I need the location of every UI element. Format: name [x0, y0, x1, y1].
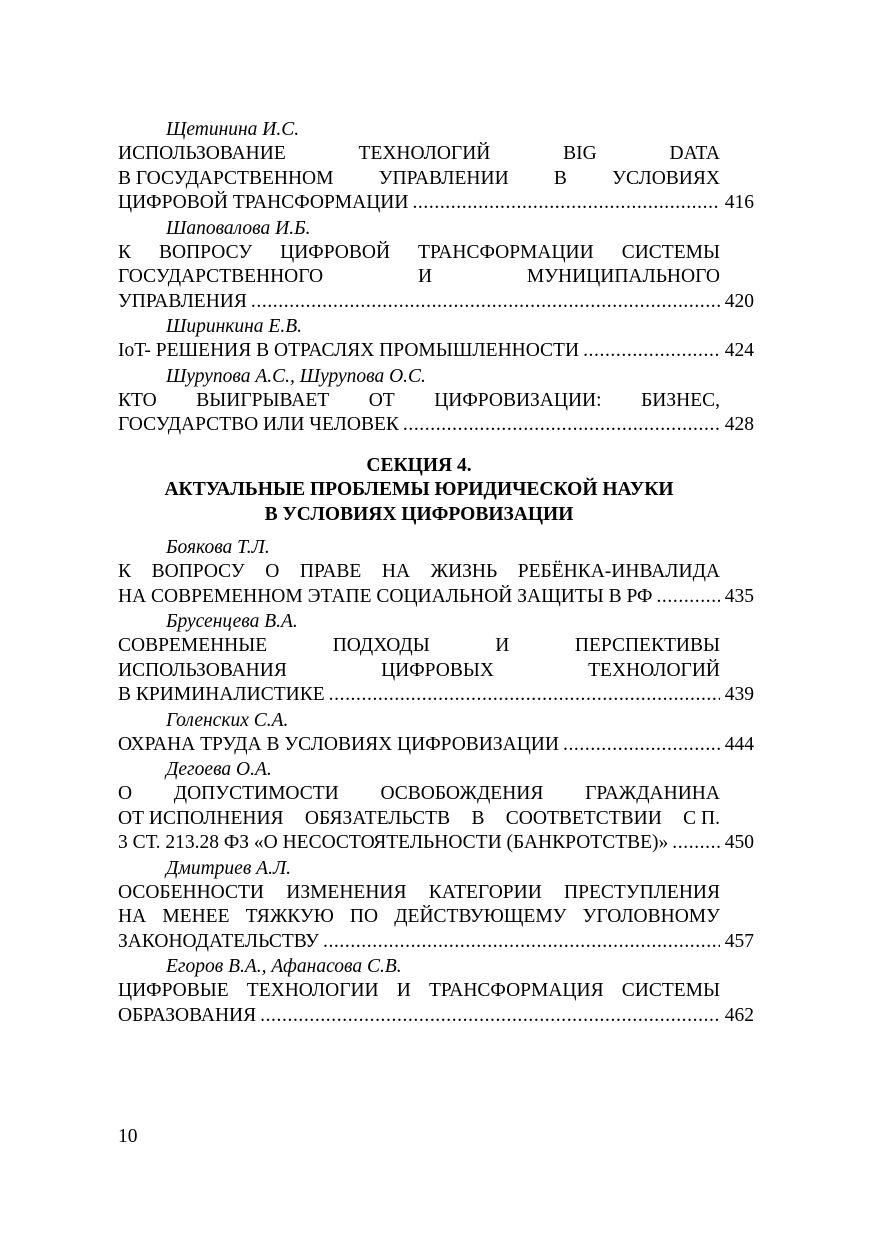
toc-entry — [118, 757, 754, 856]
entry-title-end: ЗАКОНОДАТЕЛЬСТВУ — [118, 930, 319, 952]
entry-last-line — [118, 683, 754, 708]
title-word: МУНИЦИПАЛЬНОГО — [526, 266, 720, 287]
title-word: СИСТЕМЫ — [621, 980, 720, 1001]
entry-last-line — [118, 290, 754, 315]
dot-leader — [319, 930, 720, 955]
title-word: ОСОБЕННОСТИ — [118, 881, 265, 903]
title-word: В — [553, 167, 567, 189]
entry-last-line — [118, 930, 754, 955]
entry-page-number: 462 — [724, 1004, 754, 1026]
title-word: ЖИЗНЬ — [430, 561, 498, 582]
title-word: СОВРЕМЕННЫЕ — [118, 635, 268, 656]
dot-leader — [399, 413, 720, 438]
dot-leader — [559, 733, 720, 758]
title-word: ОТ ИСПОЛНЕНИЯ — [118, 807, 284, 829]
title-word: И — [495, 635, 510, 656]
dot-leader — [668, 831, 720, 856]
title-word: ЦИФРОВЫХ — [381, 659, 494, 681]
entries-before-section — [118, 117, 754, 438]
title-word: БИЗНЕС, — [641, 389, 720, 411]
title-word: ЦИФРОВОЙ — [280, 241, 391, 263]
dot-leader — [652, 585, 720, 610]
title-word: ВЫИГРЫВАЕТ — [196, 389, 330, 411]
title-word: ВОПРОСУ — [151, 561, 245, 582]
title-word: С П. — [683, 807, 720, 829]
page-number: 10 — [118, 1126, 138, 1147]
entry-last-line — [118, 585, 754, 610]
entry-title-line — [118, 167, 720, 192]
title-word: ТЕХНОЛОГИЙ — [588, 659, 720, 681]
title-word: О — [118, 783, 133, 804]
entry-title-end: ОБРАЗОВАНИЯ — [118, 1004, 257, 1026]
title-word: УГОЛОВНОМУ — [582, 906, 720, 927]
title-word: ТЕХНОЛОГИЙ — [358, 143, 491, 164]
entry-title-end: ОХРАНА ТРУДА В УСЛОВИЯХ ЦИФРОВИЗАЦИИ — [118, 733, 559, 755]
dot-leader — [256, 1004, 720, 1029]
entry-page-number: 416 — [724, 192, 754, 213]
title-word: ПЕРСПЕКТИВЫ — [574, 635, 720, 656]
entry-author: Егоров В.А., Афанасова С.В. — [166, 956, 402, 977]
entry-page-number: 424 — [724, 340, 754, 361]
entry-title-line — [118, 782, 720, 807]
section-heading — [118, 454, 720, 528]
title-word: ПРАВЕ — [299, 561, 362, 582]
dot-leader — [325, 683, 720, 708]
entry-page-number: 444 — [724, 733, 754, 755]
title-word: НА — [381, 561, 411, 582]
entry-title-end: ЦИФРОВОЙ ТРАНСФОРМАЦИИ — [118, 192, 409, 213]
entry-last-line — [118, 1004, 754, 1029]
title-word: В — [471, 807, 485, 829]
title-word: РЕБЁНКА-ИНВАЛИДА — [517, 561, 720, 582]
title-word: В ГОСУДАРСТВЕННОМ — [118, 167, 334, 189]
title-word: К — [118, 561, 132, 582]
entry-last-line — [118, 831, 754, 856]
title-word: ОТ — [368, 389, 395, 411]
entry-last-line — [118, 191, 754, 216]
dot-leader — [579, 339, 720, 364]
title-word: И — [396, 980, 411, 1001]
entry-title-end: IoT- РЕШЕНИЯ В ОТРАСЛЯХ ПРОМЫШЛЕННОСТИ — [118, 340, 580, 361]
section-title-line-2: В УСЛОВИЯХ ЦИФРОВИЗАЦИИ — [264, 503, 574, 525]
entry-title-line — [118, 905, 720, 930]
entry-last-line — [118, 339, 754, 364]
entry-title-line — [118, 807, 720, 832]
title-word: ОСВОБОЖДЕНИЯ — [380, 783, 544, 804]
entry-last-line — [118, 733, 754, 758]
entry-page-number: 428 — [724, 414, 754, 435]
toc-entry — [118, 314, 754, 364]
entry-author: Ширинкина Е.В. — [166, 316, 303, 337]
title-word: ГОСУДАРСТВЕННОГО — [118, 266, 324, 287]
toc-entry — [118, 856, 754, 955]
entry-page-number: 420 — [724, 290, 754, 312]
dot-leader — [247, 290, 720, 315]
title-word: УСЛОВИЯХ — [612, 167, 720, 189]
table-of-contents — [118, 117, 754, 1028]
title-word: ИСПОЛЬЗОВАНИЕ — [118, 143, 286, 164]
entry-title-end: УПРАВЛЕНИЯ — [118, 290, 247, 312]
entry-author: Шурупова А.С., Шурупова О.С. — [166, 365, 426, 387]
title-word: КАТЕГОРИИ — [428, 881, 542, 903]
entry-title-line — [118, 979, 720, 1004]
title-word: СООТВЕТСТВИИ — [505, 807, 662, 829]
entry-author: Шаповалова И.Б. — [166, 217, 311, 239]
entry-title-end: В КРИМИНАЛИСТИКЕ — [118, 684, 325, 705]
entry-title-line — [118, 659, 720, 684]
toc-entry — [118, 708, 754, 758]
entry-title-line — [118, 881, 720, 906]
title-word: МЕНЕЕ — [162, 906, 230, 927]
entry-page-number: 457 — [724, 930, 754, 952]
title-word: ЦИФРОВЫЕ — [118, 980, 229, 1001]
entry-author: Дмитриев А.Л. — [166, 857, 292, 879]
entry-page-number: 435 — [724, 585, 754, 607]
title-word: ВОПРОСУ — [159, 241, 253, 263]
title-word: ТРАНСФОРМАЦИИ — [418, 241, 594, 263]
title-word: СИСТЕМЫ — [621, 241, 720, 263]
title-word: ОБЯЗАТЕЛЬСТВ — [304, 807, 451, 829]
title-word: ТЯЖКУЮ — [245, 906, 334, 927]
entry-author: Боякова Т.Л. — [166, 537, 270, 558]
title-word: О — [265, 561, 280, 582]
title-word: К — [118, 241, 132, 263]
entry-author: Щетинина И.С. — [166, 119, 300, 140]
title-word: ТЕХНОЛОГИИ — [246, 980, 379, 1001]
entry-last-line — [118, 413, 754, 438]
entries-after-section — [118, 535, 754, 1028]
title-word: ТРАНСФОРМАЦИЯ — [429, 980, 604, 1001]
entry-title-line — [118, 142, 720, 167]
title-word: DATA — [669, 143, 720, 164]
entry-page-number: 450 — [724, 832, 754, 853]
title-word: ИЗМЕНЕНИЯ — [286, 881, 407, 903]
title-word: ДЕЙСТВУЮЩЕМУ — [394, 906, 567, 927]
entry-title-end: НА СОВРЕМЕННОМ ЭТАПЕ СОЦИАЛЬНОЙ ЗАЩИТЫ В РФ — [118, 585, 653, 607]
entry-author: Голенских С.А. — [166, 709, 289, 731]
toc-entry — [118, 609, 754, 708]
title-word: BIG — [563, 143, 597, 164]
section-title-line-1: АКТУАЛЬНЫЕ ПРОБЛЕМЫ ЮРИДИЧЕСКОЙ НАУКИ — [164, 479, 674, 500]
entry-title-line — [118, 560, 720, 585]
entry-author: Дегоева О.А. — [166, 759, 272, 780]
title-word: ЦИФРОВИЗАЦИИ: — [434, 389, 602, 411]
title-word: ПО — [349, 906, 379, 927]
title-word: КТО — [118, 389, 157, 411]
toc-entry — [118, 364, 754, 438]
toc-entry — [118, 535, 754, 609]
toc-entry — [118, 117, 754, 216]
dot-leader — [408, 191, 720, 216]
entry-author: Брусенцева В.А. — [166, 611, 298, 632]
title-word: ДОПУСТИМОСТИ — [173, 783, 339, 804]
title-word: ПРЕСТУПЛЕНИЯ — [564, 881, 720, 903]
entry-title-end: ГОСУДАРСТВО ИЛИ ЧЕЛОВЕК — [118, 414, 399, 435]
entry-title-end: 3 СТ. 213.28 ФЗ «О НЕСОСТОЯТЕЛЬНОСТИ (БАНКРОТСТВЕ)» — [118, 832, 669, 853]
toc-entry — [118, 216, 754, 315]
entry-title-line — [118, 265, 720, 290]
title-word: И — [417, 266, 433, 287]
section-number: СЕКЦИЯ 4. — [366, 454, 472, 476]
title-word: ИСПОЛЬЗОВАНИЯ — [118, 659, 287, 681]
entry-title-line — [118, 389, 720, 414]
title-word: НА — [118, 906, 147, 927]
entry-page-number: 439 — [724, 684, 754, 705]
title-word: ГРАЖДАНИНА — [585, 783, 720, 804]
title-word: ПОДХОДЫ — [332, 635, 430, 656]
entry-title-line — [118, 634, 720, 659]
entry-title-line — [118, 241, 720, 266]
toc-entry — [118, 954, 754, 1028]
title-word: УПРАВЛЕНИИ — [378, 167, 509, 189]
